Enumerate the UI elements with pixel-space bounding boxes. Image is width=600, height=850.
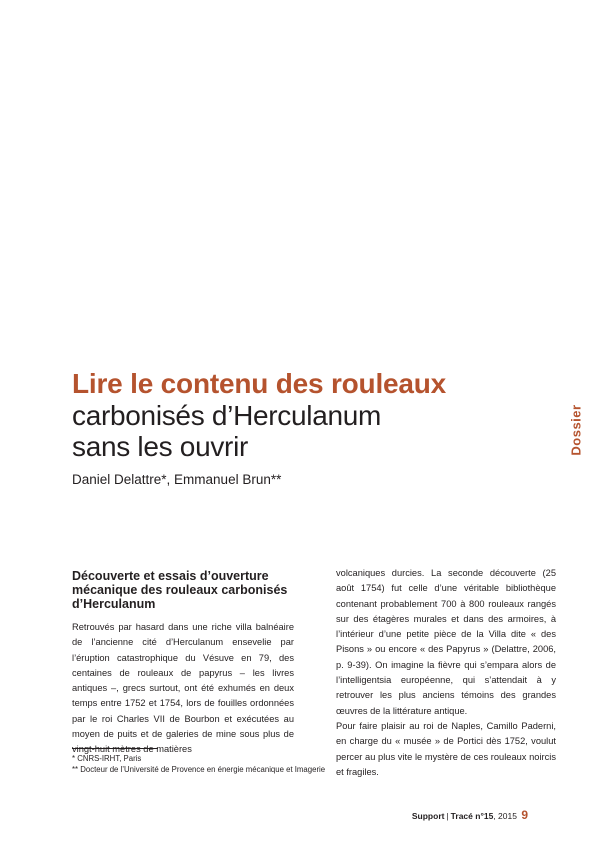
body-column-right	[336, 566, 556, 780]
body-paragraph: volcaniques durcies. La seconde découverte (25 août 1754) fut celle d’une véritable bibliothèque contenant probablement 700 à 800 rouleaux rangés sur des étagères murales et dans des armoires, à l’intérieur d’une petite pièce de la Villa dite « des Pisons » ou encore « des Papyrus » (Delattre, 2006, p. 9-39). On imagine la fièvre qui s’empara alors de l’intelligentsia européenne, qui s’attendait à y retrouver les plus anciens témoins des grandes œuvres de la littérature antique.	[336, 568, 556, 716]
journal-name: Support	[411, 811, 445, 821]
issue-year: , 2015	[493, 811, 517, 821]
article-title: Lire le contenu des rouleaux	[72, 368, 447, 399]
section-side-tab	[566, 400, 586, 460]
body-paragraph: Pour faire plaisir au roi de Naples, Camillo Paderni, en charge du « musée » de Portici dès 1752, voulut percer au plus vite le mystère de ces rouleaux noircis et fragiles.	[336, 720, 556, 777]
body-column-left	[72, 620, 294, 758]
footnotes	[72, 753, 325, 775]
footnote-divider	[72, 748, 158, 749]
authors-line: Daniel Delattre*, Emmanuel Brun**	[72, 472, 282, 487]
side-tab-label: Dossier	[568, 404, 584, 456]
page-number: 9	[521, 808, 528, 822]
folio-separator: |	[446, 811, 449, 821]
section-heading	[72, 569, 294, 611]
footnote-item: * CNRS-IRHT, Paris	[72, 754, 142, 763]
page-footer	[412, 808, 528, 822]
issue-number: Tracé n°15	[450, 811, 494, 821]
body-paragraph: Retrouvés par hasard dans une riche villa balnéaire de l’ancienne cité d’Herculanum ensevelie par l’éruption catastrophique du Vésuve en 79, des centaines de rouleaux de papyrus – les livres antiques –, grecs surtout, ont été exhumés en deux temps entre 1752 et 1754, lors de fouilles ordonnées par le roi Charles VII de Bourbon et exécutées au moyen de puits et de galeries de mine sous plus de vingt-huit mètres de matières	[72, 622, 294, 755]
section-heading-line-1: Découverte et essais d’ouverture	[72, 569, 269, 583]
footnote-item: ** Docteur de l’Université de Provence en énergie mécanique et Imagerie	[72, 765, 326, 774]
section-heading-line-2: mécanique des rouleaux carbonisés	[72, 583, 288, 597]
article-subtitle-line-1: carbonisés d’Herculanum	[72, 400, 382, 431]
article-subtitle-line-2: sans les ouvrir	[72, 431, 249, 462]
section-heading-line-3: d’Herculanum	[72, 597, 156, 611]
article-title-block	[72, 368, 542, 487]
